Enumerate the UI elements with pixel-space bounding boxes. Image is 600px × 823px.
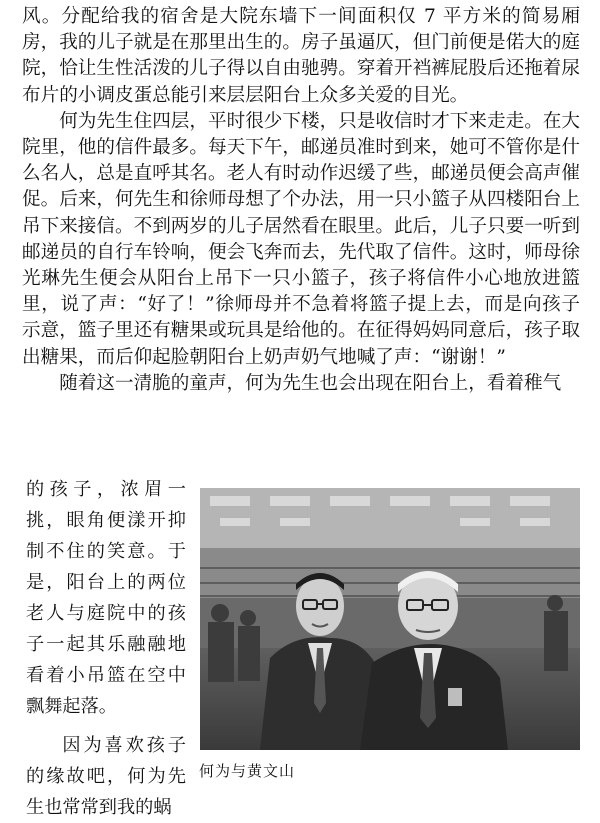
paragraph-3-head: 随着这一清脆的童声，何为先生也会出现在阳台上，看着稚气 (59, 372, 562, 394)
photo-caption: 何为与黄文山 (199, 762, 296, 780)
paragraph-3-wrap: 的孩子，浓眉一挑，眼角便漾开抑制不住的笑意。于是，阳台上的两位老人与庭院中的孩子一起其乐融融地看着小吊篮在空中飘舞起落。 (26, 479, 186, 717)
paragraph-1: 风。分配给我的宿舍是大院东墙下一间面积仅 7 平方米的简易厢房，我的儿子就是在那里出生的。房子虽逼仄，但门前便是偌大的庭院，恰让生性活泼的儿子得以自由驰骋。穿着开裆裤屁股后还拖着尿布片的小调皮蛋总能引来层层阳台上众多关爱的目光。 (22, 6, 580, 106)
photo (200, 488, 580, 750)
paragraph-4-wrap: 因为喜欢孩子的缘故吧，何为先生也常常到我的蜗 (26, 735, 186, 818)
wrapped-text-column (26, 474, 186, 823)
photo-illustration (200, 488, 580, 750)
article-body (22, 4, 580, 397)
paragraph-2: 何为先生住四层，平时很少下楼，只是收信时才下来走走。在大院里，他的信件最多。每天下午，邮递员准时到来，她可不管你是什么名人，总是直呼其名。老人有时动作迟缓了些，邮递员便会高声催促。后来，何先生和徐师母想了个办法，用一只小篮子从四楼阳台上吊下来接信。不到两岁的儿子居然看在眼里。此后，儿子只要一听到邮递员的自行车铃响，便会飞奔而去，先代取了信件。这时，师母徐光琳先生便会从阳台上吊下一只小篮子，孩子将信件小心地放进篮里，说了声：“好了！”徐师母并不急着将篮子提上去，而是向孩子示意，篮子里还有糖果或玩具是给他的。在征得妈妈同意后，孩子取出糖果，而后仰起脸朝阳台上奶声奶气地喊了声：“谢谢！” (22, 110, 580, 368)
